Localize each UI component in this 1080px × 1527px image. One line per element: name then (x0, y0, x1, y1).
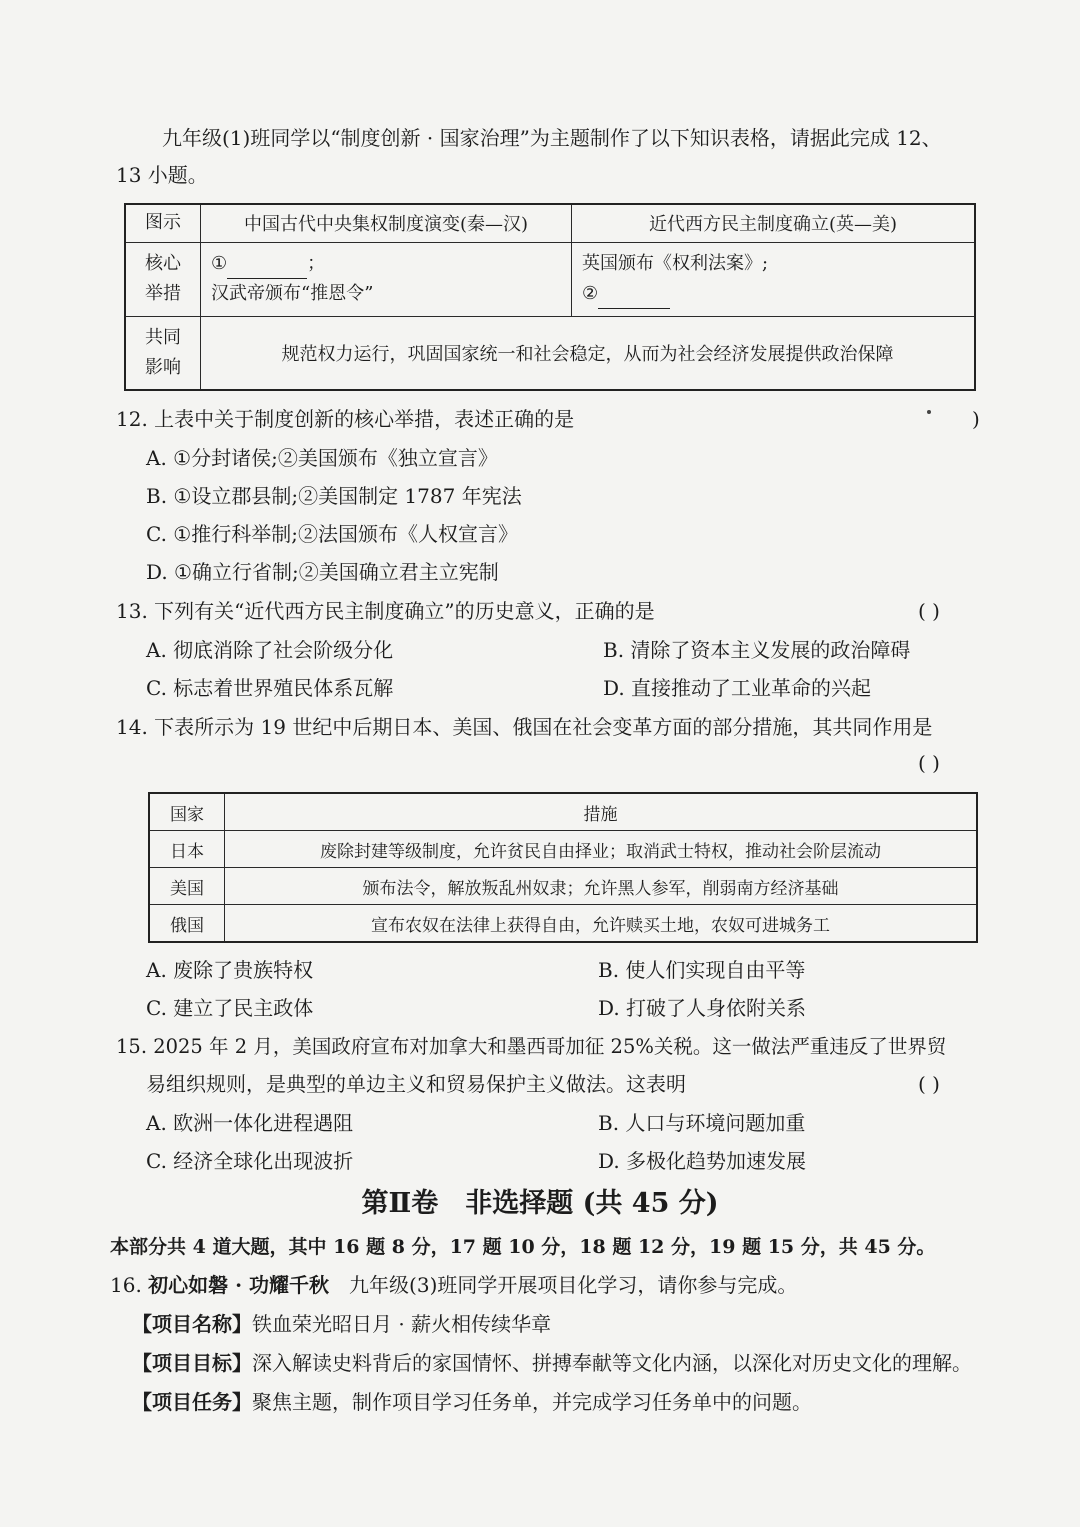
q16-project-task (132, 1388, 812, 1416)
stray-dot (927, 410, 931, 414)
table2-header-value: 措施 (225, 793, 978, 831)
measure-cell: 废除封建等级制度，允许贫民自由择业；取消武士特权，推动社会阶层流动 (225, 831, 978, 868)
table-row (149, 831, 977, 868)
table1-row2-label-b: 影响 (145, 356, 181, 378)
q15-option-c: C. 经济全球化出现波折 (146, 1149, 354, 1173)
measure-cell: 颁布法令，解放叛乱州奴隶；允许黑人参军，削弱南方经济基础 (225, 868, 978, 905)
q15-option-a: A. 欧洲一体化进程遇阻 (146, 1111, 354, 1135)
q13-stem: 13. 下列有关“近代西方民主制度确立”的历史意义，正确的是 (116, 599, 655, 623)
measure-cell: 宣布农奴在法律上获得自由，允许赎买土地，农奴可进城务工 (225, 905, 978, 943)
q15-option-b: B. 人口与环境问题加重 (598, 1111, 806, 1135)
q16-project-name (132, 1310, 551, 1338)
project-goal-tag: 【项目目标】 (132, 1351, 252, 1375)
table1-row1-col2 (572, 242, 976, 316)
table1-row1-label-b: 举措 (145, 283, 181, 304)
fill-blank-1 (227, 256, 307, 279)
q13-answer-paren: ( ) (918, 599, 940, 623)
q16-stem (110, 1271, 797, 1299)
table2-header-label: 国家 (149, 793, 225, 831)
table1-header-label: 图示 (125, 204, 201, 242)
country-cell: 俄国 (149, 905, 225, 943)
knowledge-table (124, 203, 976, 391)
country-cell: 日本 (149, 831, 225, 868)
reform-table (148, 792, 978, 943)
q14-option-a: A. 废除了贵族特权 (146, 958, 314, 982)
table-row (149, 905, 977, 943)
table1-row2-label (125, 316, 201, 390)
q12-stem: 12. 上表中关于制度创新的核心举措，表述正确的是 (116, 407, 575, 431)
q14-option-c: C. 建立了民主政体 (146, 996, 314, 1020)
q15-stem-line-2: 易组织规则，是典型的单边主义和贸易保护主义做法。这表明 (146, 1072, 686, 1096)
q16-project-goal (132, 1349, 972, 1377)
q16-stem-text: 九年级(3)班同学开展项目化学习，请你参与完成。 (329, 1273, 798, 1297)
section-2-note: 本部分共 4 道大题，其中 16 题 8 分，17 题 10 分，18 题 12 分，19 题 15 分，共 45 分。 (110, 1236, 936, 1258)
table1-row1-col1 (201, 242, 572, 316)
fill-blank-2 (598, 286, 670, 309)
q14-stem: 14. 下表所示为 19 世纪中后期日本、美国、俄国在社会变革方面的部分措施，其共同作用是 (116, 715, 933, 739)
q12-option-d: D. ①确立行省制;②美国确立君主立宪制 (146, 560, 499, 584)
q13-option-c: C. 标志着世界殖民体系瓦解 (146, 676, 394, 700)
q14-option-d: D. 打破了人身依附关系 (598, 996, 807, 1020)
project-goal-text: 深入解读史料背后的家国情怀、拼搏奉献等文化内涵，以深化对历史文化的理解。 (252, 1351, 972, 1375)
q13-option-d: D. 直接推动了工业革命的兴起 (603, 676, 872, 700)
q12-option-a: A. ①分封诸侯;②美国颁布《独立宣言》 (146, 446, 498, 470)
intro-line-1: 九年级(1)班同学以“制度创新 · 国家治理”为主题制作了以下知识表格，请据此完成 12、 (162, 126, 942, 150)
q13-option-b: B. 清除了资本主义发展的政治障碍 (603, 638, 911, 662)
section-2-title: 第Ⅱ卷 非选择题 (共 45 分) (361, 1188, 719, 1219)
q12-option-b: B. ①设立郡县制;②美国制定 1787 年宪法 (146, 484, 522, 508)
table1-row1-label-a: 核心 (145, 253, 181, 274)
q15-answer-paren: ( ) (918, 1072, 940, 1096)
intro-line-2: 13 小题。 (116, 163, 208, 187)
project-name-tag: 【项目名称】 (132, 1312, 252, 1336)
q12-answer-paren: ) (972, 407, 980, 431)
project-name-text: 铁血荣光昭日月 · 薪火相传续华章 (252, 1312, 552, 1336)
q14-answer-paren: ( ) (918, 751, 940, 775)
blank-marker-2: ② (582, 283, 599, 304)
table-row (149, 868, 977, 905)
table1-header-col2: 近代西方民主制度确立(英—美) (572, 204, 976, 242)
q15-option-d: D. 多极化趋势加速发展 (598, 1149, 807, 1173)
project-task-tag: 【项目任务】 (132, 1390, 252, 1414)
q13-option-a: A. 彻底消除了社会阶级分化 (146, 638, 394, 662)
blank-marker-1: ① (211, 253, 228, 274)
blank-1-end: ； (307, 253, 326, 274)
table1-row1-label (125, 242, 201, 316)
table1-row1-col1-line2: 汉武帝颁布“推恩令” (211, 283, 374, 304)
table1-header-col1: 中国古代中央集权制度演变(秦—汉) (201, 204, 572, 242)
q15-stem-line-1: 15. 2025 年 2 月，美国政府宣布对加拿大和墨西哥加征 25%关税。这一做法严重违反了世界贸 (116, 1035, 947, 1058)
q12-option-c: C. ①推行科举制;②法国颁布《人权宣言》 (146, 522, 518, 546)
project-task-text: 聚焦主题，制作项目学习任务单，并完成学习任务单中的问题。 (252, 1390, 812, 1414)
q14-option-b: B. 使人们实现自由平等 (598, 958, 806, 982)
table1-row2-label-a: 共同 (145, 326, 181, 348)
table1-row1-col2-line1: 英国颁布《权利法案》; (582, 253, 769, 274)
q16-number: 16. (110, 1273, 142, 1297)
table1-row2-text: 规范权力运行，巩固国家统一和社会稳定，从而为社会经济发展提供政治保障 (201, 316, 976, 390)
q16-theme: 初心如磐 · 功耀千秋 (148, 1273, 330, 1297)
country-cell: 美国 (149, 868, 225, 905)
